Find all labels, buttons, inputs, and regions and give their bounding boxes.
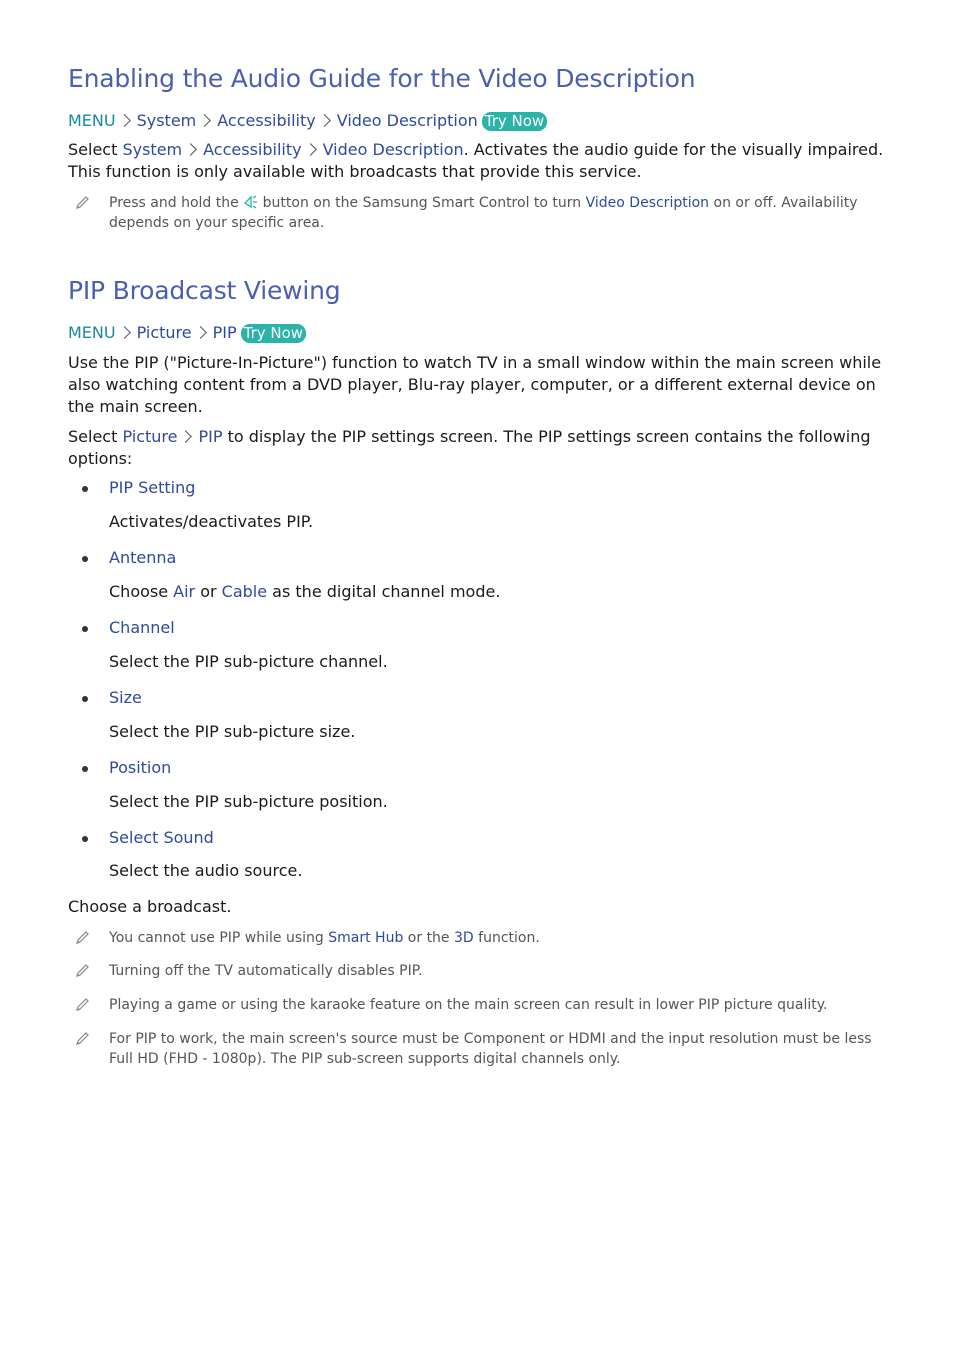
section-title-pip: PIP Broadcast Viewing bbox=[68, 276, 341, 305]
option-desc: Select the PIP sub-picture size. bbox=[109, 722, 356, 741]
note-video-description: Press and hold the button on the Samsung Smart Control to turn Video Description on or off. Availability depends on your specific area. bbox=[68, 193, 888, 233]
note-tv-off: Turning off the TV automatically disables PIP. bbox=[68, 961, 888, 981]
chevron-right-icon bbox=[118, 114, 131, 127]
note-karaoke: Playing a game or using the karaoke feature on the main screen can result in lower PIP picture quality. bbox=[68, 995, 888, 1015]
note-smart-hub: You cannot use PIP while using Smart Hub or the 3D function. bbox=[68, 928, 888, 948]
breadcrumb-video-description bbox=[68, 111, 547, 131]
option-desc: Select the audio source. bbox=[109, 861, 303, 880]
option-channel: Channel bbox=[109, 618, 175, 637]
section-title-audio-guide: Enabling the Audio Guide for the Video Description bbox=[68, 64, 696, 93]
breadcrumb-system[interactable]: System bbox=[136, 111, 197, 130]
breadcrumb-menu[interactable]: MENU bbox=[68, 323, 116, 342]
audio-description-button-icon bbox=[243, 195, 258, 209]
breadcrumb-pip bbox=[68, 323, 306, 343]
chevron-right-icon bbox=[118, 326, 131, 339]
option-select-sound: Select Sound bbox=[109, 828, 214, 847]
chevron-right-icon bbox=[198, 114, 211, 127]
option-desc: Choose Air or Cable as the digital channel mode. bbox=[109, 582, 501, 601]
option-desc: Select the PIP sub-picture channel. bbox=[109, 652, 388, 671]
bullet-icon bbox=[82, 626, 88, 632]
pencil-note-icon bbox=[74, 1031, 90, 1047]
bullet-icon bbox=[82, 766, 88, 772]
paragraph-choose-broadcast: Choose a broadcast. bbox=[68, 897, 232, 916]
chevron-right-icon bbox=[180, 430, 193, 443]
pencil-note-icon bbox=[74, 997, 90, 1013]
bullet-icon bbox=[82, 836, 88, 842]
bullet-icon bbox=[82, 696, 88, 702]
note-source-requirements: For PIP to work, the main screen's source must be Component or HDMI and the input resolution must be less Full HD (FHD - 1080p). The PIP sub-screen supports digital channels only. bbox=[68, 1029, 888, 1069]
pencil-note-icon bbox=[74, 195, 90, 211]
option-position: Position bbox=[109, 758, 172, 777]
option-desc: Activates/deactivates PIP. bbox=[109, 512, 314, 531]
paragraph-pip-intro: Use the PIP ("Picture-In-Picture") function to watch TV in a small window within the main screen while also watching content from a DVD player, Blu-ray player, computer, or a different external device on the main screen. bbox=[68, 353, 882, 416]
option-pip-setting: PIP Setting bbox=[109, 478, 196, 497]
chevron-right-icon bbox=[318, 114, 331, 127]
try-now-button[interactable]: Try Now bbox=[241, 324, 306, 343]
paragraph-video-description: Select System Accessibility Video Description. Activates the audio guide for the visually impaired. This function is only available with broadcasts that provide this service. bbox=[68, 140, 884, 181]
pencil-note-icon bbox=[74, 963, 90, 979]
try-now-button[interactable]: Try Now bbox=[482, 112, 547, 131]
option-antenna: Antenna bbox=[109, 548, 177, 567]
breadcrumb-picture[interactable]: Picture bbox=[136, 323, 192, 342]
breadcrumb-pip[interactable]: PIP bbox=[212, 323, 237, 342]
pencil-note-icon bbox=[74, 930, 90, 946]
paragraph-pip-settings: Select Picture PIP to display the PIP settings screen. The PIP settings screen contains the following options: bbox=[68, 427, 871, 468]
bullet-icon bbox=[82, 486, 88, 492]
chevron-right-icon bbox=[304, 143, 317, 156]
chevron-right-icon bbox=[184, 143, 197, 156]
chevron-right-icon bbox=[194, 326, 207, 339]
option-size: Size bbox=[109, 688, 142, 707]
breadcrumb-accessibility[interactable]: Accessibility bbox=[217, 111, 316, 130]
bullet-icon bbox=[82, 556, 88, 562]
breadcrumb-menu[interactable]: MENU bbox=[68, 111, 116, 130]
option-desc: Select the PIP sub-picture position. bbox=[109, 792, 388, 811]
breadcrumb-video-description[interactable]: Video Description bbox=[336, 111, 478, 130]
